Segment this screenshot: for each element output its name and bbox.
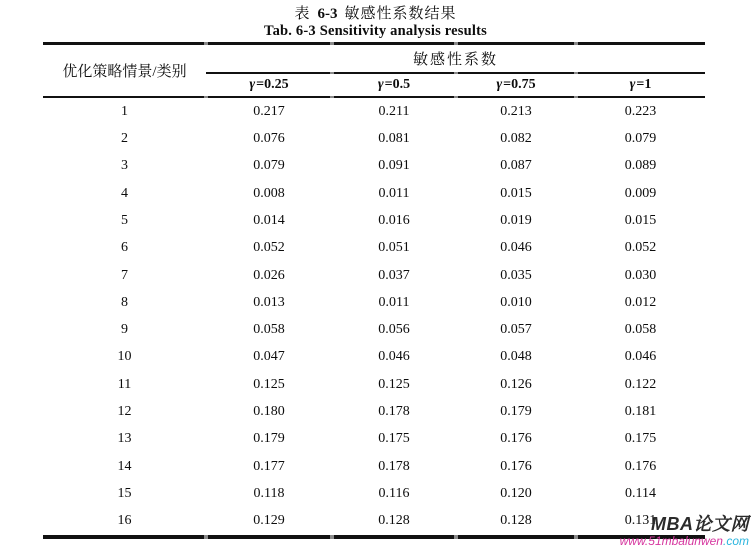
column-header-scenario: 优化策略情景/类别 [62,64,187,80]
value-cell: 0.016 [378,212,410,228]
value-cell: 0.015 [624,212,657,228]
value-cell: 0.008 [253,185,285,201]
value-cell: 0.046 [500,240,532,256]
gamma-symbol: γ [496,77,503,92]
sensitivity-results-table [43,42,705,540]
caption-zh-rest: 敏感性系数结果 [344,6,457,22]
value-cell: 0.178 [378,404,410,420]
table-row [43,235,705,262]
value-cell: 0.026 [253,267,285,283]
value-cell: 0.176 [500,458,532,474]
gamma-value: =1 [636,77,652,92]
table-row [43,289,705,316]
value-cell: 0.011 [378,185,410,201]
value-cell: 0.176 [500,431,532,447]
value-cell: 0.048 [500,349,532,365]
table-row [43,371,705,398]
row-label: 11 [117,376,132,392]
table-row [43,480,705,507]
row-label: 16 [117,513,132,529]
value-cell: 0.178 [378,458,410,474]
value-cell: 0.223 [624,103,657,119]
value-cell: 0.013 [253,294,285,310]
value-cell: 0.082 [500,130,532,146]
row-label: 10 [117,349,132,365]
value-cell: 0.079 [253,158,285,174]
value-cell: 0.012 [624,294,657,310]
value-cell: 0.037 [378,267,410,283]
column-header-gamma-0-5 [332,74,456,96]
value-cell: 0.176 [624,458,657,474]
row-label: 12 [117,404,132,420]
row-label: 2 [121,130,128,146]
row-label: 13 [117,431,132,447]
value-cell: 0.035 [500,267,532,283]
value-cell: 0.014 [253,212,285,228]
row-label: 3 [121,158,128,174]
gamma-value: =0.5 [384,77,411,92]
value-cell: 0.079 [624,130,657,146]
value-cell: 0.181 [624,404,657,420]
value-cell: 0.179 [500,404,532,420]
value-cell: 0.128 [378,513,410,529]
table-row [43,453,705,480]
value-cell: 0.081 [378,130,410,146]
value-cell: 0.046 [624,349,657,365]
value-cell: 0.046 [378,349,410,365]
value-cell: 0.015 [500,185,532,201]
table-row [43,207,705,234]
watermark-url-main: www.51mbalunwen [619,533,723,548]
table-row [43,398,705,425]
column-header-gamma-1 [576,74,705,96]
value-cell: 0.089 [624,158,657,174]
row-label: 6 [121,240,128,256]
gamma-symbol: γ [377,77,384,92]
value-cell: 0.177 [253,458,285,474]
value-cell: 0.175 [624,431,657,447]
table-row [43,262,705,289]
value-cell: 0.058 [624,322,657,338]
row-label: 1 [121,103,128,119]
value-cell: 0.213 [500,103,532,119]
table-row [43,125,705,152]
gamma-value: =0.25 [256,77,289,92]
column-group-header: 敏感性系数 [412,52,498,68]
table-row [43,344,705,371]
gamma-value: =0.75 [503,77,536,92]
value-cell: 0.211 [378,103,410,119]
value-cell: 0.118 [253,486,285,502]
row-label: 14 [117,458,132,474]
column-header-gamma-0-75 [456,74,576,96]
value-cell: 0.129 [253,513,285,529]
row-label: 7 [121,267,128,283]
column-header-gamma-0-25 [206,74,332,96]
value-cell: 0.052 [253,240,285,256]
table-caption-en: Tab. 6-3 Sensitivity analysis results [264,23,487,39]
table-caption-zh [0,2,751,23]
value-cell: 0.122 [624,376,657,392]
value-cell: 0.056 [378,322,410,338]
row-label: 15 [117,486,132,502]
value-cell: 0.030 [624,267,657,283]
value-cell: 0.126 [500,376,532,392]
value-cell: 0.114 [625,486,656,502]
value-cell: 0.116 [378,486,410,502]
watermark-url [620,535,749,548]
value-cell: 0.076 [253,130,285,146]
caption-zh-number: 6-3 [317,6,338,22]
value-cell: 0.051 [378,240,410,256]
value-cell: 0.057 [500,322,532,338]
table-row [43,98,705,125]
row-label: 9 [121,322,128,338]
caption-zh-prefix: 表 [294,6,311,22]
row-label: 8 [121,294,128,310]
table-row [43,153,705,180]
watermark [620,515,749,548]
value-cell: 0.058 [253,322,285,338]
value-cell: 0.052 [624,240,657,256]
value-cell: 0.047 [253,349,285,365]
table-body [43,98,705,535]
value-cell: 0.087 [500,158,532,174]
value-cell: 0.091 [378,158,410,174]
value-cell: 0.125 [378,376,410,392]
value-cell: 0.019 [500,212,532,228]
value-cell: 0.009 [624,185,657,201]
value-cell: 0.180 [253,404,285,420]
gamma-symbol: γ [629,77,636,92]
watermark-url-suffix: .com [722,533,749,548]
table-row [43,317,705,344]
table-row [43,426,705,453]
value-cell: 0.011 [378,294,410,310]
row-label: 5 [121,212,128,228]
value-cell: 0.131 [624,513,657,529]
gamma-header-row [206,74,705,96]
row-label: 4 [121,185,128,201]
watermark-site-name: MBA论文网 [651,514,749,535]
table-row [43,508,705,535]
table-bottom-border [43,535,705,539]
value-cell: 0.179 [253,431,285,447]
value-cell: 0.010 [500,294,532,310]
value-cell: 0.125 [253,376,285,392]
value-cell: 0.120 [500,486,532,502]
value-cell: 0.128 [500,513,532,529]
table-row [43,180,705,207]
gamma-symbol: γ [249,77,256,92]
value-cell: 0.217 [253,103,285,119]
value-cell: 0.175 [378,431,410,447]
